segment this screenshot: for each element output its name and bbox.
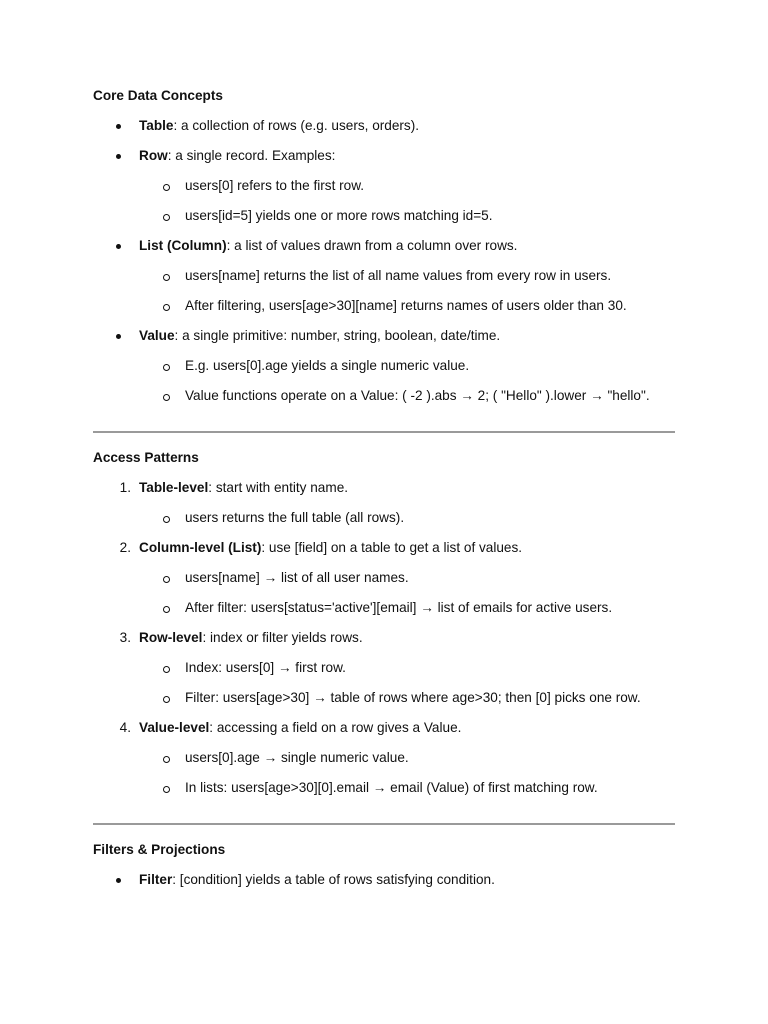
sub-item-text: users[name] → list of all user names. xyxy=(185,570,409,585)
sub-item-text: users[name] returns the list of all name values from every row in users. xyxy=(185,268,612,283)
circle-bullet-icon xyxy=(163,606,170,613)
circle-bullet-icon xyxy=(163,274,170,281)
description: : start with entity name. xyxy=(208,480,349,495)
sub-list-item xyxy=(93,658,675,678)
sub-item-text: Filter: users[age>30] → table of rows where age>30; then [0] picks one row. xyxy=(185,690,641,705)
sub-item-text: Index: users[0] → first row. xyxy=(185,660,346,675)
circle-bullet-icon xyxy=(163,576,170,583)
sub-list-item xyxy=(93,176,675,196)
bullet-icon xyxy=(116,878,121,883)
circle-bullet-icon xyxy=(163,696,170,703)
term: Value xyxy=(139,328,175,343)
sub-item-text: users[0].age → single numeric value. xyxy=(185,750,409,765)
section-divider xyxy=(93,431,675,433)
description: : a list of values drawn from a column over rows. xyxy=(226,238,518,253)
description: : use [field] on a table to get a list of values. xyxy=(261,540,523,555)
section-divider xyxy=(93,823,675,825)
numbered-item xyxy=(93,478,675,498)
numbered-item xyxy=(93,628,675,648)
sub-item-text: Value functions operate on a Value: ( -2 ).abs → 2; ( "Hello" ).lower → "hello". xyxy=(185,388,650,403)
term: Value-level xyxy=(139,720,210,735)
term: Column-level (List) xyxy=(139,540,262,555)
term: Row-level xyxy=(139,630,203,645)
list-item xyxy=(93,870,675,890)
section-heading-access-patterns: Access Patterns xyxy=(93,450,199,465)
list-item xyxy=(93,116,675,136)
sub-item-text: users returns the full table (all rows). xyxy=(185,510,405,525)
term: List (Column) xyxy=(139,238,227,253)
sub-list-item xyxy=(93,688,675,708)
item-number: 3. xyxy=(119,630,131,645)
description: : a single record. Examples: xyxy=(167,148,336,163)
sub-item-text: E.g. users[0].age yields a single numeric value. xyxy=(185,358,470,373)
term: Table xyxy=(139,118,174,133)
sub-item-text: After filter: users[status='active'][email] → list of emails for active users. xyxy=(185,600,613,615)
term: Filter xyxy=(139,872,173,887)
sub-list-item xyxy=(93,598,675,618)
sub-item-text: After filtering, users[age>30][name] returns names of users older than 30. xyxy=(185,298,627,313)
item-number: 1. xyxy=(119,480,131,495)
list-item xyxy=(93,326,675,346)
description: : index or filter yields rows. xyxy=(202,630,363,645)
circle-bullet-icon xyxy=(163,516,170,523)
sub-list-item xyxy=(93,206,675,226)
sub-list-item xyxy=(93,778,675,798)
description: : a collection of rows (e.g. users, orders). xyxy=(173,118,420,133)
bullet-icon xyxy=(116,244,121,249)
sub-list-item xyxy=(93,508,675,528)
document-page xyxy=(93,86,675,890)
numbered-item xyxy=(93,718,675,738)
sub-list-item xyxy=(93,568,675,588)
circle-bullet-icon xyxy=(163,786,170,793)
circle-bullet-icon xyxy=(163,666,170,673)
circle-bullet-icon xyxy=(163,394,170,401)
section-heading-filters-projections: Filters & Projections xyxy=(93,842,226,857)
term: Row xyxy=(139,148,168,163)
sub-list-item xyxy=(93,356,675,376)
circle-bullet-icon xyxy=(163,184,170,191)
item-number: 2. xyxy=(119,540,131,555)
sub-item-text: users[id=5] yields one or more rows matching id=5. xyxy=(185,208,493,223)
bullet-icon xyxy=(116,334,121,339)
item-number: 4. xyxy=(119,720,131,735)
sub-item-text: In lists: users[age>30][0].email → email (Value) of first matching row. xyxy=(185,780,598,795)
bullet-icon xyxy=(116,154,121,159)
description: : [condition] yields a table of rows satisfying condition. xyxy=(172,872,495,887)
list-item xyxy=(93,236,675,256)
sub-list-item xyxy=(93,386,675,406)
circle-bullet-icon xyxy=(163,214,170,221)
section-heading-core-data-concepts: Core Data Concepts xyxy=(93,88,223,103)
numbered-item xyxy=(93,538,675,558)
circle-bullet-icon xyxy=(163,304,170,311)
sub-list-item xyxy=(93,266,675,286)
sub-item-text: users[0] refers to the first row. xyxy=(185,178,365,193)
list-item xyxy=(93,146,675,166)
circle-bullet-icon xyxy=(163,364,170,371)
circle-bullet-icon xyxy=(163,756,170,763)
description: : a single primitive: number, string, boolean, date/time. xyxy=(174,328,501,343)
sub-list-item xyxy=(93,748,675,768)
description: : accessing a field on a row gives a Value. xyxy=(209,720,462,735)
sub-list-item xyxy=(93,296,675,316)
bullet-icon xyxy=(116,124,121,129)
term: Table-level xyxy=(139,480,209,495)
